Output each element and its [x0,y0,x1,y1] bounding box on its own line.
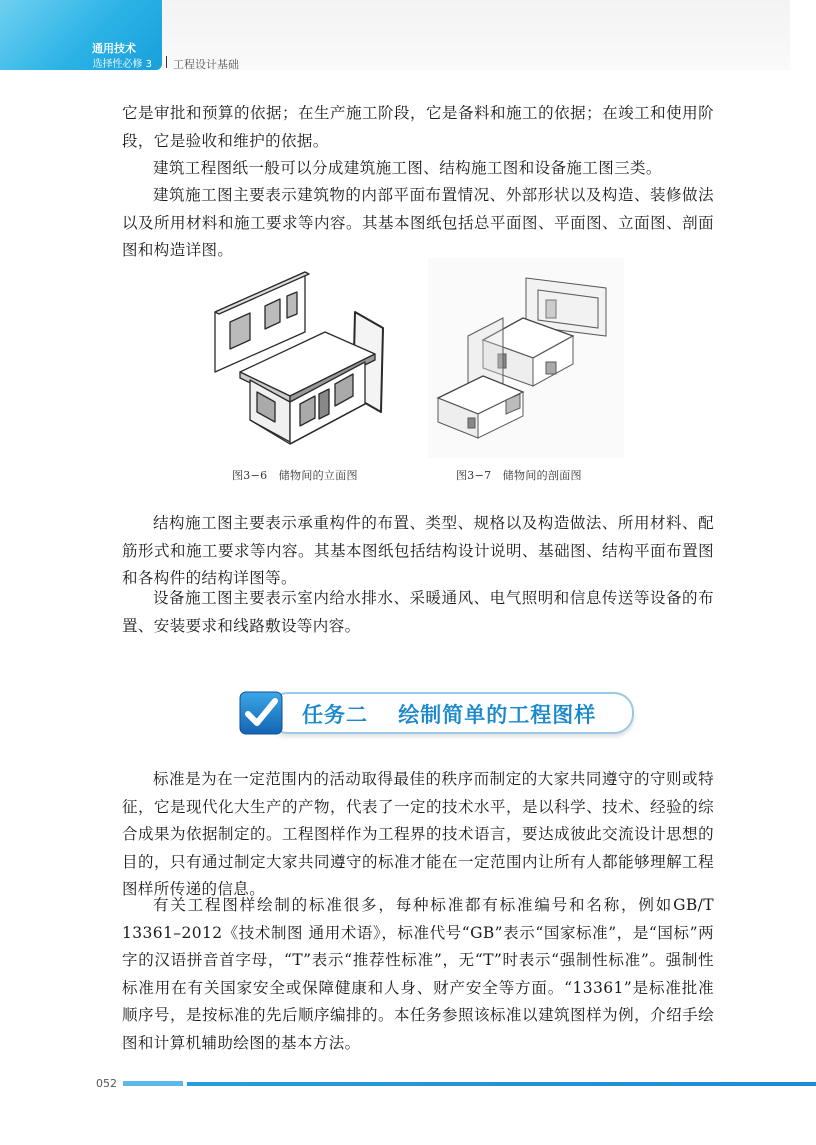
paragraph-1: 它是审批和预算的依据；在生产施工阶段，它是备料和施工的依据；在竣工和使用阶段，它是验收和维护的依据。 [122,104,714,150]
figure-3-7-caption: 图3−7 储物间的剖面图 [456,469,582,482]
footer-bar-long [187,1082,816,1086]
paragraph-6: 标准是为在一定范围内的活动取得最佳的秩序而制定的大家共同遵守的守则或特征，它是现代化大生产的产物，代表了一定的技术水平，是以科学、技术、经验的综合成果为依据制定的。工程图样作为工程界的技术语言，要达成彼此交流设计思想的目的，只有通过制定大家共同遵守的标准才能在一定范围内让所有人都能够理解工程图样所传递的信息。 [122,770,714,898]
task-title: 任务二 绘制简单的工程图样 [302,703,597,727]
paragraph-7: 有关工程图样绘制的标准很多，每种标准都有标准编号和名称，例如GB/T 13361–2012《技术制图 通用术语》，标准代号“GB”表示“国家标准”，是“国标”两字的汉语拼音首字母，“T”表示“推荐性标准”，无“T”时表示“强制性标准”。强制性标准用在有关国家安全或保障健康和人身、财产安全等方面。“13361”是标准批准顺序号，是按标准的先后顺序编排的。本任务参照该标准以建筑图样为例，介绍手绘图和计算机辅助绘图的基本方法。 [122,896,714,1052]
paragraph-3: 建筑施工图主要表示建筑物的内部平面布置情况、外部形状以及构造、装修做法以及所用材料和施工要求等内容。其基本图纸包括总平面图、平面图、立面图、剖面图和构造详图。 [122,186,714,259]
page-number: 052 [96,1077,117,1090]
checkmark-icon [238,690,284,736]
header-tab [0,0,162,70]
figure-3-6-caption: 图3−6 储物间的立面图 [232,469,358,482]
paragraph-5: 设备施工图主要表示室内给水排水、采暖通风、电气照明和信息传送等设备的布置、安装要求和线路敷设等内容。 [122,589,714,635]
section-title: 工程设计基础 [173,58,239,71]
paragraph-4: 结构施工图主要表示承重构件的布置、类型、规格以及构造做法、所用材料、配筋形式和施工要求等内容。其基本图纸包括结构设计说明、基础图、结构平面布置图和各构件的结构详图等。 [122,514,714,587]
header-divider [166,56,167,68]
figure-elevation-drawing [205,262,405,462]
paragraph-2: 建筑工程图纸一般可以分成建筑施工图、结构施工图和设备施工图三类。 [153,159,662,177]
footer-bar-short [123,1081,183,1086]
volume-title: 选择性必修 3 [92,59,152,70]
figure-section-drawing [428,258,624,458]
series-title: 通用技术 [92,42,136,55]
task-banner [238,690,632,734]
